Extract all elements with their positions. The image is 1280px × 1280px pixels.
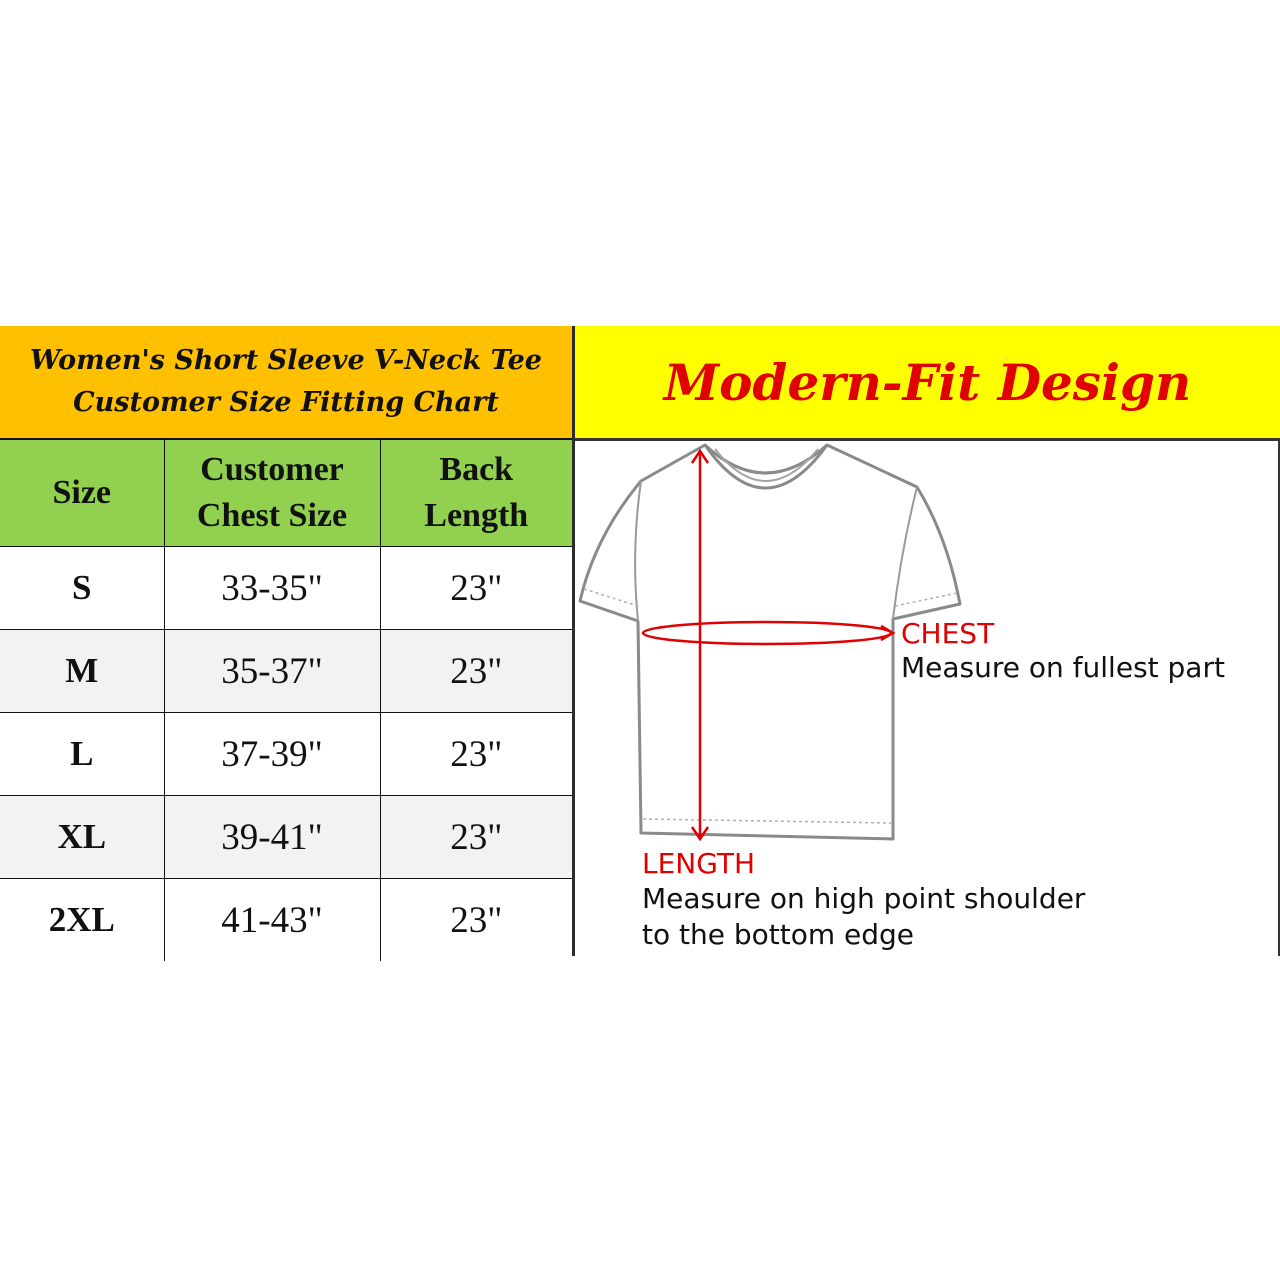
length-cell: 23" [380,630,572,713]
length-description-line1: Measure on high point shoulder [642,882,1086,915]
length-cell: 23" [380,713,572,796]
chest-description: Measure on fullest part [901,651,1225,684]
chest-cell: 33-35" [164,547,380,630]
chest-cell: 39-41" [164,796,380,879]
design-title [575,326,1280,438]
header-length-line2: Length [424,497,529,534]
size-cell: 2XL [0,879,164,962]
size-table [0,438,572,961]
chest-label: CHEST [901,617,995,650]
measurement-diagram [575,438,1280,956]
chart-title [0,326,572,438]
chart-title-line2: Customer Size Fitting Chart [73,387,499,418]
design-title-text: Modern-Fit Design [663,352,1192,412]
chest-cell: 37-39" [164,713,380,796]
size-cell: M [0,630,164,713]
length-cell: 23" [380,879,572,962]
table-row [0,796,572,879]
length-label: LENGTH [642,847,756,880]
chest-cell: 35-37" [164,630,380,713]
header-chest-line2: Chest Size [196,497,348,534]
size-cell: S [72,568,92,607]
size-chart [0,326,1280,956]
header-chest [164,439,380,547]
table-header-row [0,439,572,547]
table-row [0,713,572,796]
chest-cell: 41-43" [164,879,380,962]
size-cell: XL [0,796,164,879]
size-table-panel [0,326,572,956]
design-panel [575,326,1280,956]
header-size: Size [0,439,164,547]
header-length [380,439,572,547]
table-row [0,547,572,630]
length-cell: 23" [380,547,572,630]
header-length-line1: Back [439,451,514,488]
length-cell: 23" [380,796,572,879]
length-description-line2: to the bottom edge [642,918,915,951]
table-row [0,879,572,962]
table-row [0,630,572,713]
size-cell: L [0,713,164,796]
chart-title-line1: Women's Short Sleeve V-Neck Tee [30,345,542,376]
header-chest-line1: Customer [200,451,344,488]
